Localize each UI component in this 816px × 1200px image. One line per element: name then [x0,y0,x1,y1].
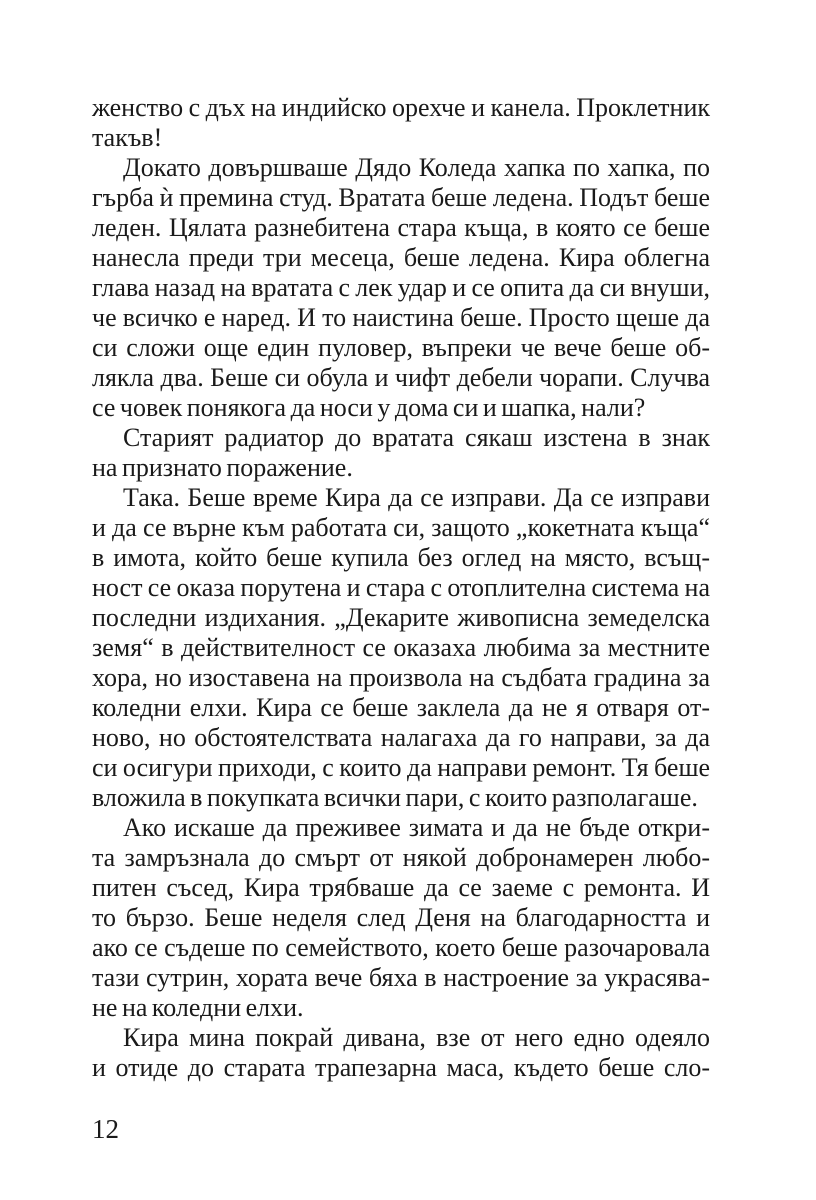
text-line: и да се върне към работата си, защото „кокетната къща“ [92,513,710,542]
text-line: не на коледни елхи. [92,993,304,1022]
text-line: си осигури приходи, с които да направи ремонт. Тя беше [92,753,710,782]
text-line: лякла два. Беше си обула и чифт дебели чорапи. Случва [92,363,710,392]
text-line: такъв! [92,123,163,152]
text-line: гърба ѝ премина студ. Вратата беше ледена. Подът беше [92,183,710,212]
text-line: то бързо. Беше неделя след Деня на благодарността и [92,903,710,932]
text-line: ако се съдеше по семейството, което беше разочаровала [92,933,710,962]
page-number: 12 [92,1114,119,1144]
text-line: леден. Цялата разнебитена стара къща, в която се беше [92,213,710,242]
text-line: та замръзнала до смърт от някой добронамерен любо- [92,843,710,872]
text-line: коледни елхи. Кира се беше заклела да не я отваря от- [92,693,710,722]
text-line: че всичко е наред. И то наистина беше. Просто щеше да [92,303,710,332]
text-line: земя“ в действителност се оказаха любима за местните [92,633,710,662]
text-line: ност се оказа порутена и стара с отоплителна система на [92,573,710,602]
text-line: Така. Беше време Кира да се изправи. Да се изправи [123,483,710,512]
text-line: нанесла преди три месеца, беше ледена. Кира облегна [92,243,710,272]
text-line: Докато довършваше Дядо Коледа хапка по хапка, по [123,153,710,182]
text-line: вложила в покупката всички пари, с които разполагаше. [92,783,698,812]
text-line: Кира мина покрай дивана, взе от него едно одеяло [123,1023,710,1052]
text-line: и отиде до старата трапезарна маса, където беше сло- [92,1053,710,1082]
text-line: се човек понякога да носи у дома си и шапка, нали? [92,393,646,422]
text-line: женство с дъх на индийско орехче и канела. Проклетник [92,93,710,122]
text-line: тази сутрин, хората вече бяха в настроение за украсява- [92,963,710,992]
text-line: питен съсед, Кира трябваше да се заеме с ремонта. И [92,873,710,902]
text-line: последни издихания. „Декарите живописна земеделска [92,603,710,632]
text-line: Ако искаше да преживее зимата и да не бъде откри- [123,813,710,842]
text-line: хора, но изоставена на произвола на съдбата градина за [92,663,710,692]
text-line: Старият радиатор до вратата сякаш изстена в знак [123,423,710,452]
text-block [92,93,710,1083]
text-line: си сложи още един пуловер, въпреки че вече беше об- [92,333,710,362]
text-line: в имота, който беше купила без оглед на място, всъщ- [92,543,710,572]
text-line: на признато поражение. [92,453,353,482]
text-line: ново, но обстоятелствата налагаха да го направи, за да [92,723,710,752]
text-line: глава назад на вратата с лек удар и се опита да си внуши, [92,273,710,302]
